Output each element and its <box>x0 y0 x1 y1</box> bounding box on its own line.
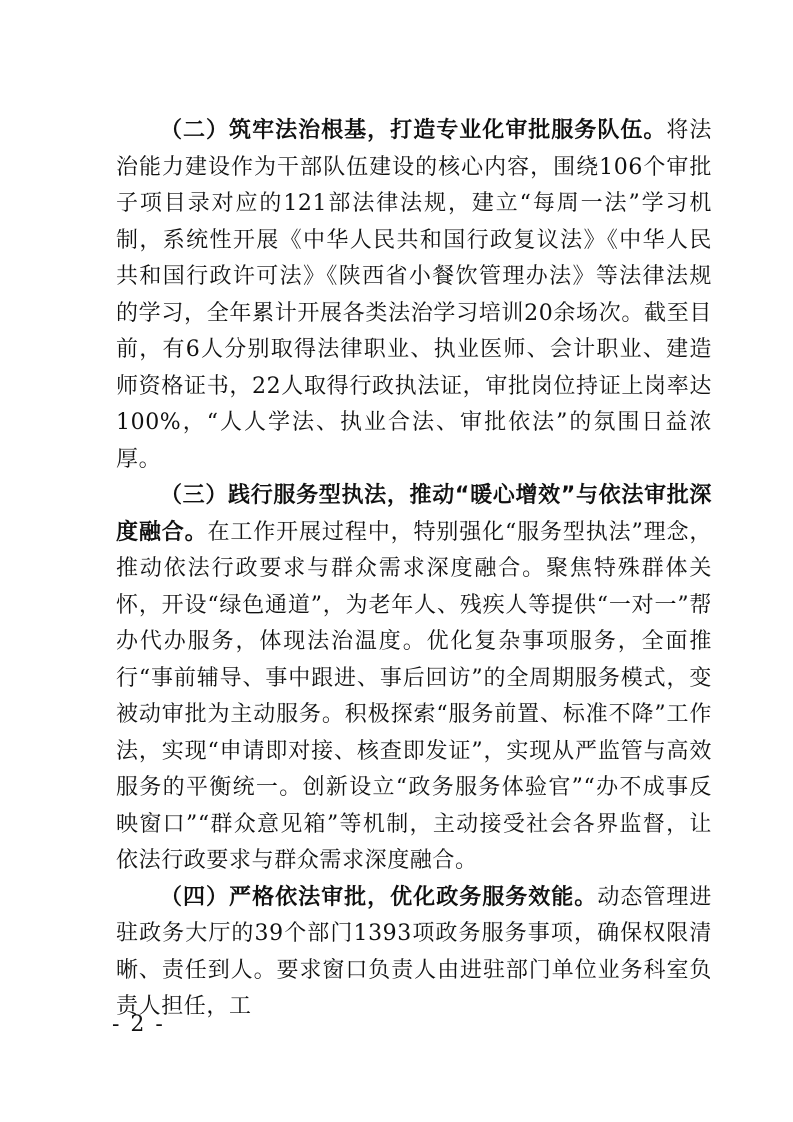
paragraph-3 <box>116 478 712 880</box>
paragraph-4-body: 动态管理进驻政务大厅的39个部门1393项政务服务事项，确保权限清晰、责任到人。要求窗口负责人由进驻部门单位业务科室负责人担任，工 <box>116 884 712 1019</box>
document-body <box>116 113 712 1026</box>
paragraph-4-heading: （四）严格依法审批，优化政务服务效能。 <box>160 884 598 910</box>
paragraph-2-heading: （二）筑牢法治根基，打造专业化审批服务队伍。 <box>160 118 667 143</box>
paragraph-4 <box>116 880 712 1026</box>
paragraph-2 <box>116 113 712 478</box>
paragraph-3-heading: （三）践行服务型执法，推动“暖心增效”与依法审批深度融合。 <box>116 483 712 545</box>
page-number: - 2 - <box>112 1012 165 1037</box>
paragraph-3-body: 在工作开展过程中，特别强化“服务型执法”理念，推动依法行政要求与群众需求深度融合。聚焦特殊群体关怀，开设“绿色通道”，为老年人、残疾人等提供“一对一”帮办代办服务，体现法治温度。优化复杂事项服务，全面推行“事前辅导、事中跟进、事后回访”的全周期服务模式，变被动审批为主动服务。积极探索“服务前置、标准不降”工作法，实现“申请即对接、核查即发证”，实现从严监管与高效服务的平衡统一。创新设立“政务服务体验官”“办不成事反映窗口”“群众意见箱”等机制，主动接受社会各界监督，让依法行政要求与群众需求深度融合。 <box>116 519 713 873</box>
paragraph-2-body: 将法治能力建设作为干部队伍建设的核心内容，围绕106个审批子项目录对应的121部法律法规，建立“每周一法”学习机制，系统性开展《中华人民共和国行政复议法》《中华人民共和国行政许可法》《陕西省小餐饮管理办法》等法律法规的学习，全年累计开展各类法治学习培训20余场次。截至目前，有6人分别取得法律职业、执业医师、会计职业、建造师资格证书，22人取得行政执法证，审批岗位持证上岗率达100%，“人人学法、执业合法、审批依法”的氛围日益浓厚。 <box>116 118 713 472</box>
